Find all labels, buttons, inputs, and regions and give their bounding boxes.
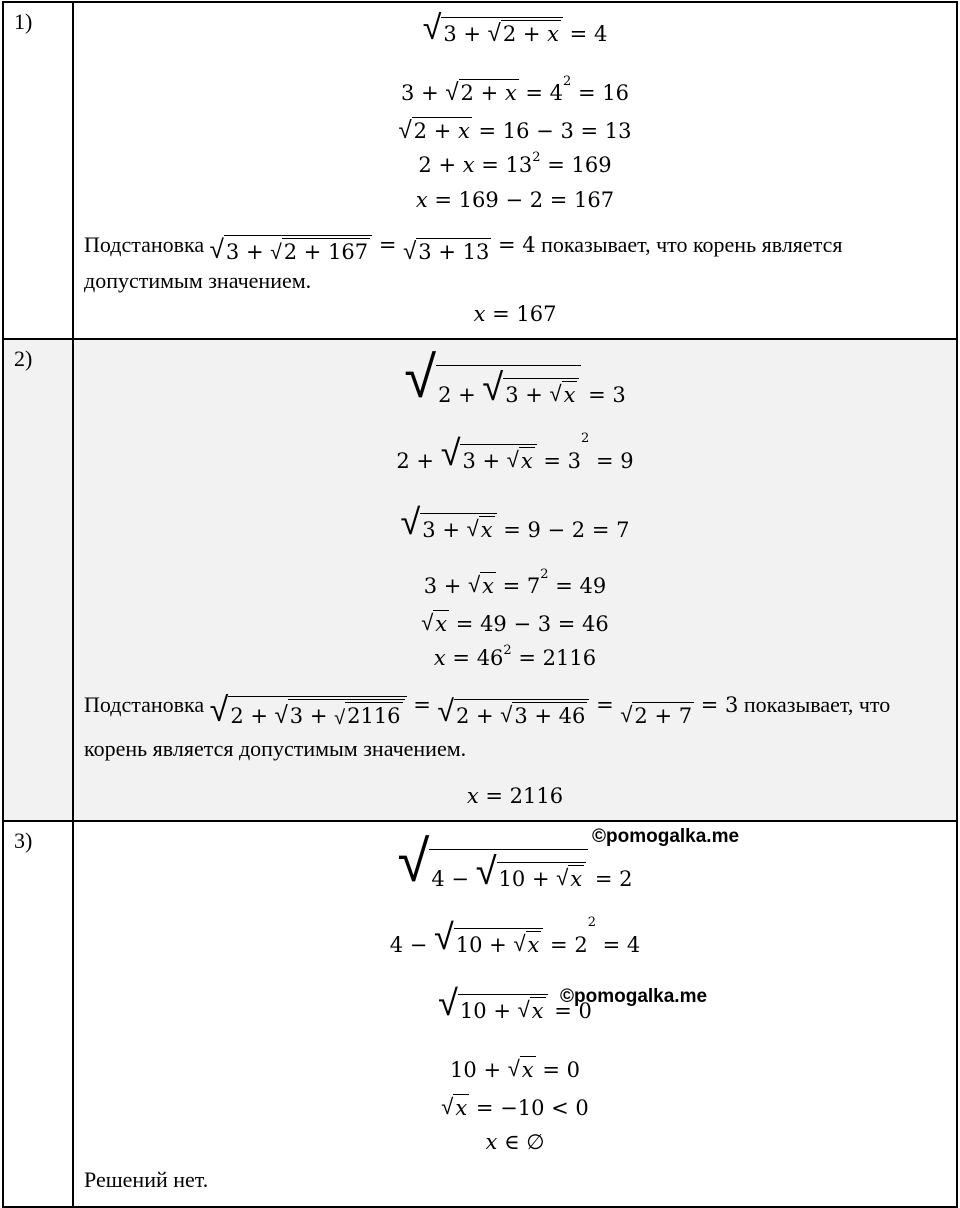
check-text-continued: корень является допустимым значением. bbox=[84, 736, 467, 761]
answer-line: x = 2116 bbox=[466, 784, 564, 808]
check-paragraph bbox=[84, 227, 948, 299]
watermark: ©pomogalka.me bbox=[592, 826, 740, 847]
equation-line: √4 − √10 + √x = 2 bbox=[397, 827, 633, 895]
equation-line: √x = 49 − 3 = 46 bbox=[421, 611, 609, 637]
check-expression: √2 + √3 + √2116 = √2 + √3 + 46 = √2 + 7 = 3 bbox=[209, 690, 739, 730]
check-text: показывает, что корень является bbox=[541, 232, 843, 257]
answer-line: x = 167 bbox=[473, 302, 557, 326]
check-expression: √3 + √2 + 167 = √3 + 13 = 4 bbox=[209, 233, 536, 265]
equation-line: x ∈ ∅ bbox=[485, 1130, 545, 1154]
equation-line: $x = 46^2 = 2116$ bbox=[433, 643, 597, 670]
equation-line: √x = −10 < 0 bbox=[441, 1095, 589, 1121]
equation-line: √10 + √x = 0 bbox=[438, 983, 592, 1024]
solution-body bbox=[73, 339, 957, 821]
equation-line: $3 + √x = 7^2 = 49$ bbox=[423, 567, 607, 599]
equation-line: √2 + x = 16 − 3 = 13 bbox=[398, 116, 632, 145]
equation-line: $2 + √3 + √x = 3^2 = 9$ bbox=[396, 431, 634, 474]
equation-line: x = 169 − 2 = 167 bbox=[415, 188, 615, 212]
solution-row-2 bbox=[3, 339, 957, 821]
check-prefix: Подстановка bbox=[84, 232, 205, 257]
row-number: 3) bbox=[3, 821, 73, 1207]
solution-row-1 bbox=[3, 2, 957, 339]
equation-line: $3 + √2 + x = 4^2 = 16$ bbox=[401, 74, 629, 107]
check-prefix: Подстановка bbox=[84, 692, 205, 717]
equation-line: √2 + √3 + √x = 3 bbox=[404, 343, 626, 411]
conclusion: Решений нет. bbox=[84, 1167, 209, 1192]
row-number: 1) bbox=[3, 2, 73, 339]
equation-line: $4 - √10 + √x = 2^2 = 4$ bbox=[389, 915, 641, 958]
solution-body bbox=[73, 2, 957, 339]
watermark: ©pomogalka.me bbox=[560, 986, 708, 1007]
equation-line: $2 + x = 13^2 = 169$ bbox=[418, 150, 612, 177]
equation-line: √3 + √2 + x = 4 bbox=[422, 8, 608, 48]
check-text-continued: допустимым значением. bbox=[84, 268, 312, 293]
solution-body bbox=[73, 821, 957, 1207]
solution-row-3 bbox=[3, 821, 957, 1207]
check-text: показывает, что bbox=[743, 692, 891, 717]
check-paragraph bbox=[84, 683, 948, 771]
equation-line: 10 + √x = 0 bbox=[450, 1057, 580, 1083]
row-number: 2) bbox=[3, 339, 73, 821]
solution-table bbox=[2, 1, 958, 1208]
equation-line: √3 + √x = 9 − 2 = 7 bbox=[400, 502, 630, 543]
